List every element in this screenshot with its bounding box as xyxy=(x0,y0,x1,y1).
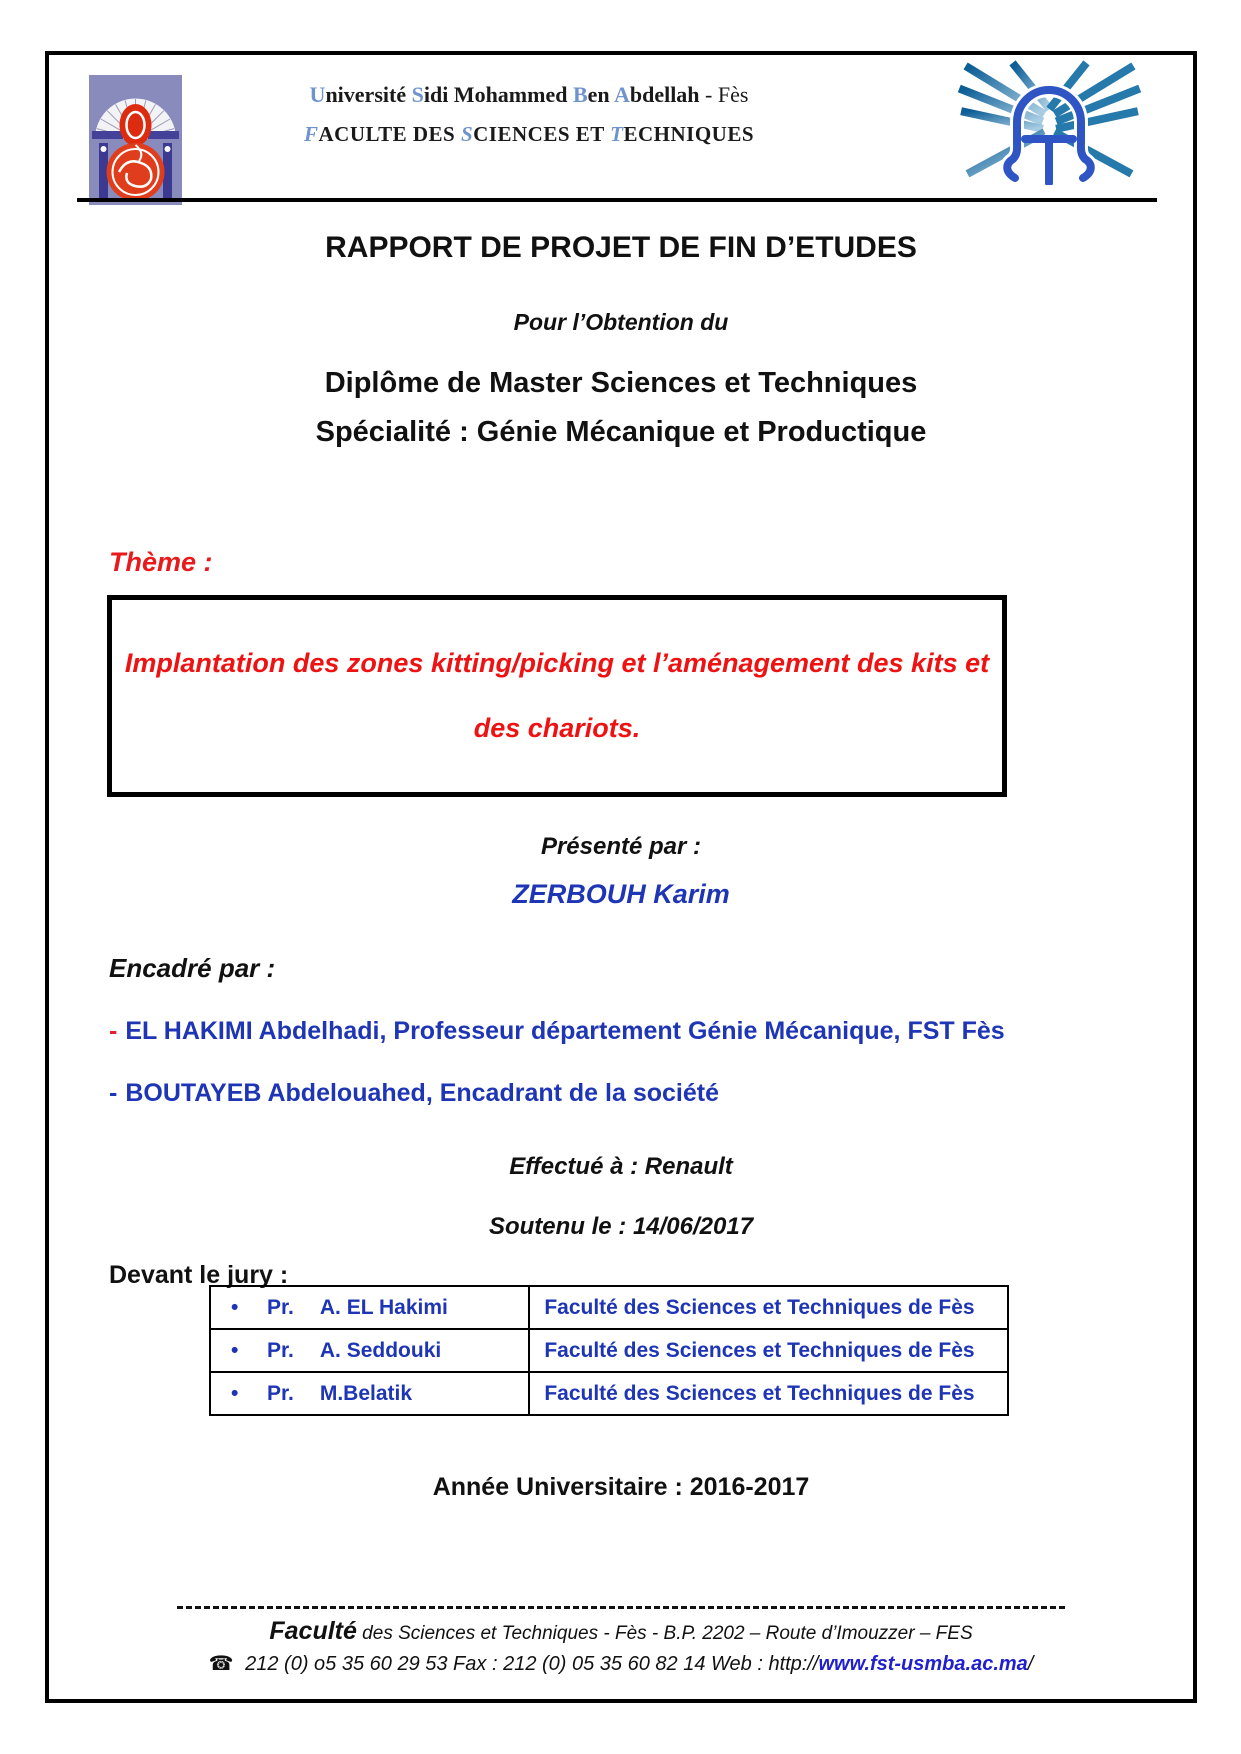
theme-box xyxy=(107,595,1007,797)
footer-website-link[interactable]: www.fst-usmba.ac.ma xyxy=(818,1653,1028,1675)
jury-member-affiliation: Faculté des Sciences et Techniques de Fès xyxy=(529,1329,1008,1372)
jury-member-name: A. EL Hakimi xyxy=(319,1295,448,1319)
footer-faculty-lead: Faculté xyxy=(269,1617,357,1645)
supervisor-1-dash: - xyxy=(109,1017,118,1045)
footer-dashed-divider xyxy=(177,1606,1065,1609)
footer-address-rest: des Sciences et Techniques - Fès - B.P. 2202 – Route d’Imouzzer – FES xyxy=(356,1623,973,1644)
jury-member-name: M.Belatik xyxy=(319,1381,413,1405)
author-name: ZERBOUH Karim xyxy=(512,879,730,909)
bullet-icon: • xyxy=(231,1338,239,1362)
report-title: RAPPORT DE PROJET DE FIN D’ETUDES xyxy=(325,231,917,264)
faculty-name: FACULTE DES SCIENCES ET TECHNIQUES xyxy=(303,122,754,146)
footer-url-suffix: / xyxy=(1027,1653,1034,1675)
academic-year: Année Universitaire : 2016-2017 xyxy=(432,1473,810,1501)
jury-member-title: Pr. xyxy=(267,1381,294,1405)
footer-contact xyxy=(49,1651,1193,1676)
header-divider xyxy=(77,198,1157,202)
phone-icon: ☎ xyxy=(208,1653,234,1675)
fst-logo-icon xyxy=(957,60,1142,186)
theme-text-line1: Implantation des zones kitting/picking et l’aménagement des kits et xyxy=(124,648,990,678)
supervisor-1-text: EL HAKIMI Abdelhadi, Professeur département Génie Mécanique, FST Fès xyxy=(125,1017,1005,1045)
jury-row-2 xyxy=(210,1329,1008,1372)
jury-member-title: Pr. xyxy=(267,1295,294,1319)
jury-member-affiliation: Faculté des Sciences et Techniques de Fès xyxy=(529,1286,1008,1329)
jury-row-1 xyxy=(210,1286,1008,1329)
footer-address xyxy=(49,1617,1193,1646)
footer-phone-fax: 212 (0) o5 35 60 29 53 Fax : 212 (0) 05 35 60 82 14 Web : http:// xyxy=(239,1653,819,1675)
supervisor-1 xyxy=(109,1017,1005,1046)
jury-member-affiliation: Faculté des Sciences et Techniques de Fès xyxy=(529,1372,1008,1415)
obtention-subtitle: Pour l’Obtention du xyxy=(513,309,729,335)
defended-on: Soutenu le : 14/06/2017 xyxy=(488,1213,754,1240)
presented-by-label: Présenté par : xyxy=(540,833,702,860)
specialty-title: Spécialité : Génie Mécanique et Productique xyxy=(315,416,927,448)
theme-text-line2: des chariots. xyxy=(473,713,641,743)
jury-member-title: Pr. xyxy=(267,1338,294,1362)
supervisor-2 xyxy=(109,1079,719,1108)
supervisor-2-dash: - xyxy=(109,1079,118,1107)
bullet-icon: • xyxy=(231,1381,239,1405)
supervised-by-label: Encadré par : xyxy=(109,953,276,983)
jury-table xyxy=(209,1285,1009,1416)
bullet-icon: • xyxy=(231,1295,239,1319)
university-name: Université Sidi Mohammed Ben Abdellah - Fès xyxy=(309,82,749,107)
jury-member-name: A. Seddouki xyxy=(319,1338,442,1362)
page-border-frame xyxy=(45,51,1197,1703)
theme-label: Thème : xyxy=(109,547,213,577)
conducted-at: Effectué à : Renault xyxy=(509,1153,733,1180)
diploma-title: Diplôme de Master Sciences et Techniques xyxy=(324,367,918,399)
header-institution-text xyxy=(49,82,1009,147)
jury-label: Devant le jury : xyxy=(109,1261,289,1289)
jury-row-3 xyxy=(210,1372,1008,1415)
supervisor-2-text: BOUTAYEB Abdelouahed, Encadrant de la société xyxy=(125,1079,719,1107)
